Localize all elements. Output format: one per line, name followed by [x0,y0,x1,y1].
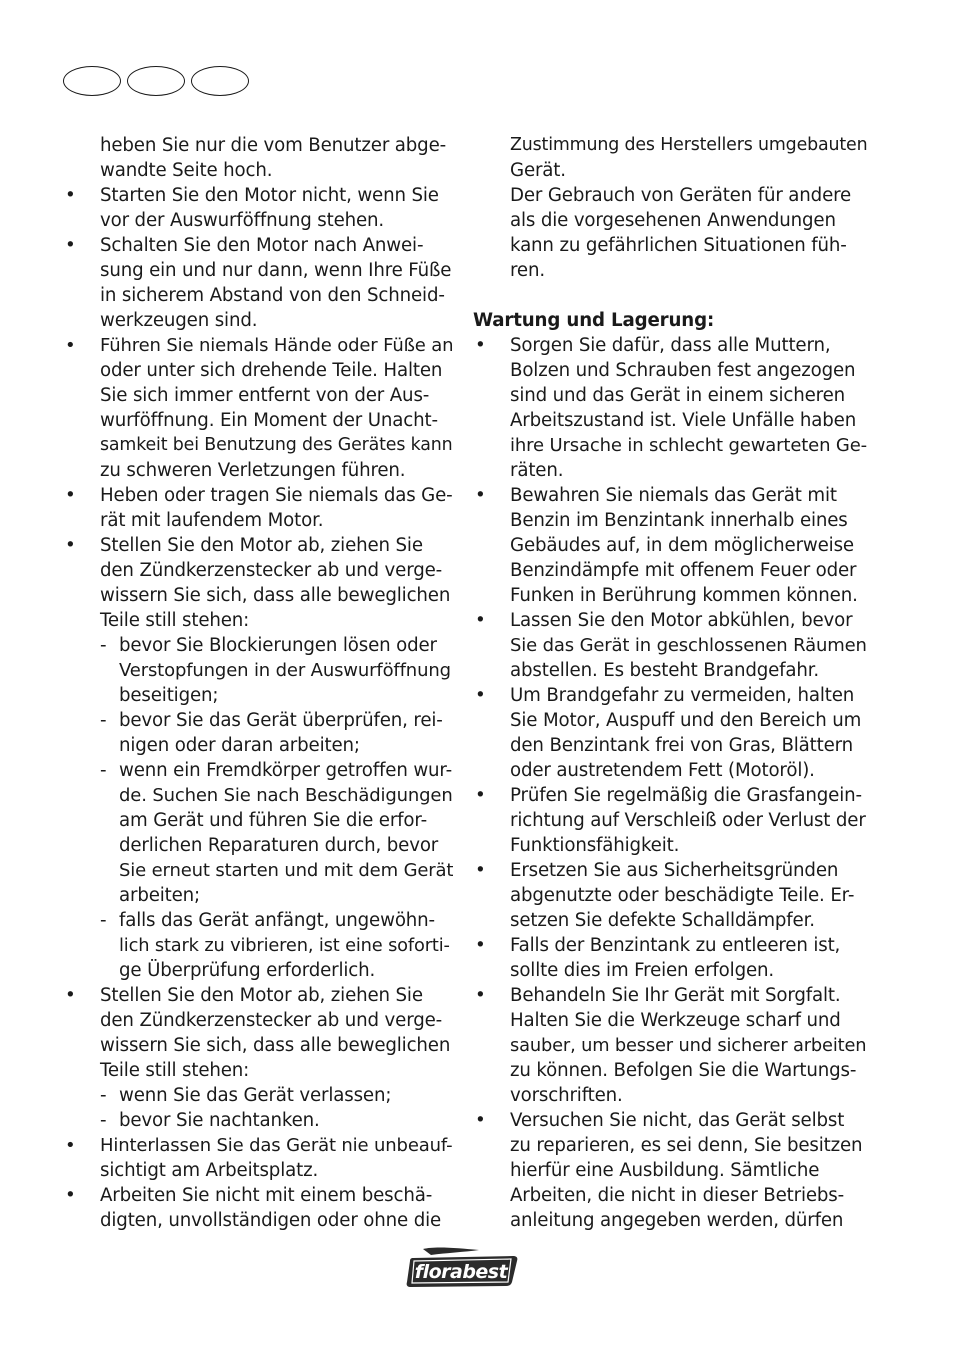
line-text: am Gerät und führen Sie die erfor- [119,810,427,831]
line-text: Arbeitszustand ist. Viele Unfälle haben [510,410,857,431]
right-column [473,133,868,1233]
text-line [473,1158,868,1183]
line-text: Sie das Gerät in geschlossenen Räumen [510,635,867,656]
text-line [63,158,453,183]
line-text: Funktionsfähigkeit. [510,835,680,856]
bullet-item [473,1108,868,1133]
line-text: vor der Auswurföffnung stehen. [100,210,385,231]
text-line [63,383,453,408]
bullet-mark: • [65,235,76,256]
text-line [63,558,453,583]
section-heading [473,308,868,333]
line-text: oder austretendem Fett (Motoröl). [510,760,815,781]
bullet-mark: • [475,335,486,356]
text-line [63,1058,453,1083]
text-line [473,458,868,483]
line-text: bevor Sie nachtanken. [119,1110,320,1131]
line-text: nigen oder daran arbeiten; [119,735,360,756]
line-text: Lassen Sie den Motor abkühlen, bevor [510,610,853,631]
line-text: sauber, um besser und sicherer arbeiten [510,1035,867,1056]
text-line [473,808,868,833]
line-text: Ersetzen Sie aus Sicherheitsgründen [510,860,839,881]
line-text: den Benzintank frei von Gras, Blättern [510,735,854,756]
bullet-mark: • [475,785,486,806]
bullet-item [63,333,453,358]
line-text: zu schweren Verletzungen führen. [100,460,406,481]
text-line [473,558,868,583]
bullet-item [473,933,868,958]
text-line [473,883,868,908]
line-text: Falls der Benzintank zu entleeren ist, [510,935,841,956]
text-line [63,1158,453,1183]
dash-item [63,908,453,933]
line-text: samkeit bei Benutzung des Gerätes kann [100,435,453,455]
bullet-mark: • [475,860,486,881]
text-line [63,283,453,308]
line-text: de. Suchen Sie nach Beschädigungen [119,785,453,806]
dash-mark: - [100,1085,107,1106]
line-text: abstellen. Es besteht Brandgefahr. [510,660,820,681]
line-text: sollte dies im Freien erfolgen. [510,960,775,981]
bullet-item [63,1133,453,1158]
dash-continuation [63,958,453,983]
dash-item [63,708,453,733]
line-text: ge Überprüfung erforderlich. [119,960,376,981]
bullet-item [473,983,868,1008]
bullet-mark: • [65,185,76,206]
bullet-mark: • [65,1135,76,1156]
dash-continuation [63,783,453,808]
logo-text: florabest [414,1261,508,1283]
line-text: wissern Sie sich, dass alle beweglichen [100,585,451,606]
left-column [63,133,453,1233]
line-text: falls das Gerät anfängt, ungewöhn- [119,910,435,931]
bullet-mark: • [65,485,76,506]
bullet-mark: • [475,685,486,706]
line-text: Gerät. [510,160,566,181]
dash-continuation [63,658,453,683]
bullet-mark: • [475,485,486,506]
text-line [473,508,868,533]
line-text: anleitung angegeben werden, dürfen [510,1210,844,1231]
text-line [473,633,868,658]
text-line [473,183,868,208]
line-text: beseitigen; [119,685,219,706]
line-text: Starten Sie den Motor nicht, wenn Sie [100,185,439,206]
line-text: Führen Sie niemals Hände oder Füße an [100,335,454,356]
text-line [473,233,868,258]
bullet-mark: • [475,985,486,1006]
text-line [63,433,453,458]
dash-mark: - [100,760,107,781]
bullet-item [63,233,453,258]
line-text: Verstopfungen in der Auswurföffnung [119,660,451,681]
dash-continuation [63,933,453,958]
text-line [473,658,868,683]
text-line [473,1133,868,1158]
dash-continuation [63,833,453,858]
line-text: wenn Sie das Gerät verlassen; [119,1085,392,1106]
text-line [473,833,868,858]
line-text: abgenutzte oder beschädigte Teile. Er- [510,885,855,906]
text-line [63,308,453,333]
line-text: räten. [510,460,564,481]
line-text: Wartung und Lagerung: [473,310,715,331]
text-line [473,583,868,608]
line-text: Hinterlassen Sie das Gerät nie unbeauf- [100,1135,453,1156]
text-line [473,1208,868,1233]
text-line [63,1033,453,1058]
text-line [473,1083,868,1108]
line-text: Sie Motor, Auspuff und den Bereich um [510,710,862,731]
line-text: ren. [510,260,545,281]
line-text: bevor Sie das Gerät überprüfen, rei- [119,710,443,731]
line-text: Stellen Sie den Motor ab, ziehen Sie [100,535,423,556]
text-line [473,358,868,383]
text-line [63,608,453,633]
dash-continuation [63,683,453,708]
line-text: Teile still stehen: [100,1060,250,1081]
line-text: Prüfen Sie regelmäßig die Grasfangein- [510,785,862,806]
text-line [473,1183,868,1208]
line-text: Um Brandgefahr zu vermeiden, halten [510,685,855,706]
bullet-item [473,333,868,358]
text-line [473,383,868,408]
text-line [473,1058,868,1083]
line-text: in sicherem Abstand von den Schneid- [100,285,445,306]
dash-continuation [63,858,453,883]
text-line [63,408,453,433]
dash-item [63,758,453,783]
text-line [473,208,868,233]
florabest-logo-icon [405,1247,519,1289]
line-text: Der Gebrauch von Geräten für andere [510,185,852,206]
bullet-item [473,608,868,633]
line-text: Halten Sie die Werkzeuge scharf und [510,1010,841,1031]
text-line [63,133,453,158]
dash-item [63,1083,453,1108]
line-text: Funken in Berührung kommen können. [510,585,858,606]
line-text: arbeiten; [119,885,201,906]
line-text: kann zu gefährlichen Situationen füh- [510,235,847,256]
line-text: zu können. Befolgen Sie die Wartungs- [510,1060,857,1081]
bullet-item [63,1183,453,1208]
bullet-mark: • [65,1185,76,1206]
line-text: Arbeiten Sie nicht mit einem beschä- [100,1185,433,1206]
line-text: Stellen Sie den Motor ab, ziehen Sie [100,985,423,1006]
line-text: bevor Sie Blockierungen lösen oder [119,635,437,656]
bullet-item [63,483,453,508]
dash-continuation [63,733,453,758]
text-line [63,1008,453,1033]
line-text: heben Sie nur die vom Benutzer abge- [100,135,447,156]
bullet-mark: • [475,935,486,956]
line-text: Behandeln Sie Ihr Gerät mit Sorgfalt. [510,985,841,1006]
line-text: richtung auf Verschleiß oder Verlust der [510,810,866,831]
bullet-item [473,858,868,883]
bullet-item [63,983,453,1008]
bullet-mark: • [65,335,76,356]
dash-continuation [63,883,453,908]
text-line [473,433,868,458]
dash-item [63,633,453,658]
line-text: Zustimmung des Herstellers umgebauten [510,135,868,155]
text-line [473,408,868,433]
bullet-item [63,533,453,558]
dash-continuation [63,808,453,833]
line-text: Heben oder tragen Sie niemals das Ge- [100,485,453,506]
line-text: wurföffnung. Ein Moment der Unacht- [100,410,438,431]
line-text: den Zündkerzenstecker ab und verge- [100,1010,443,1031]
text-line [473,958,868,983]
line-text: Sie sich immer entfernt von der Aus- [100,385,430,406]
text-line [473,1008,868,1033]
line-text: Bewahren Sie niemals das Gerät mit [510,485,837,506]
dash-mark: - [100,710,107,731]
line-text: Versuchen Sie nicht, das Gerät selbst [510,1110,845,1131]
line-text: Sorgen Sie dafür, dass alle Muttern, [510,335,831,356]
line-text: vorschriften. [510,1085,623,1106]
text-line [473,908,868,933]
text-line [473,158,868,183]
text-line [473,133,868,158]
line-text: sichtigt am Arbeitsplatz. [100,1160,319,1181]
text-line [63,583,453,608]
bullet-mark: • [475,610,486,631]
bullet-item [473,783,868,808]
bullet-item [473,483,868,508]
bullet-item [473,683,868,708]
line-text: ihre Ursache in schlecht gewarteten Ge- [510,435,867,456]
bullet-mark: • [65,985,76,1006]
line-text: rät mit laufendem Motor. [100,510,324,531]
line-text: Arbeiten, die nicht in dieser Betriebs- [510,1185,845,1206]
line-text: Benzin im Benzintank innerhalb eines [510,510,848,531]
text-line [473,708,868,733]
text-line [63,208,453,233]
text-line [63,358,453,383]
line-text: wenn ein Fremdkörper getroffen wur- [119,760,453,781]
bullet-mark: • [475,1110,486,1131]
text-line [473,1033,868,1058]
text-line [63,258,453,283]
florabest-logo [405,1247,519,1289]
line-text: Teile still stehen: [100,610,250,631]
line-text: wandte Seite hoch. [100,160,273,181]
line-text: digten, unvollständigen oder ohne die [100,1210,442,1231]
line-text: oder unter sich drehende Teile. Halten [100,360,443,381]
text-line [63,508,453,533]
language-oval-3 [191,66,249,96]
bullet-item [63,183,453,208]
text-line [473,733,868,758]
language-oval-1 [63,66,121,96]
line-text: setzen Sie defekte Schalldämpfer. [510,910,815,931]
line-text: lich stark zu vibrieren, ist eine soforti- [119,935,450,956]
line-text: Benzindämpfe mit offenem Feuer oder [510,560,857,581]
line-text: sung ein und nur dann, wenn Ihre Füße [100,260,452,281]
line-text: Sie erneut starten und mit dem Gerät [119,860,454,881]
dash-mark: - [100,1110,107,1131]
text-line [473,758,868,783]
line-text: den Zündkerzenstecker ab und verge- [100,560,443,581]
line-text: werkzeugen sind. [100,310,258,331]
line-text: hierfür eine Ausbildung. Sämtliche [510,1160,820,1181]
paragraph-gap [473,283,868,308]
text-line [473,533,868,558]
line-text: wissern Sie sich, dass alle beweglichen [100,1035,451,1056]
text-line [63,1208,453,1233]
line-text: Schalten Sie den Motor nach Anwei- [100,235,424,256]
line-text: zu reparieren, es sei denn, Sie besitzen [510,1135,863,1156]
dash-mark: - [100,635,107,656]
bullet-mark: • [65,535,76,556]
line-text: als die vorgesehenen Anwendungen [510,210,836,231]
line-text: Bolzen und Schrauben fest angezogen [510,360,856,381]
text-line [63,458,453,483]
text-line [473,258,868,283]
line-text: Gebäudes auf, in dem möglicherweise [510,535,854,556]
dash-item [63,1108,453,1133]
line-text: derlichen Reparaturen durch, bevor [119,835,439,856]
language-oval-2 [127,66,185,96]
line-text: sind und das Gerät in einem sicheren [510,385,845,406]
dash-mark: - [100,910,107,931]
